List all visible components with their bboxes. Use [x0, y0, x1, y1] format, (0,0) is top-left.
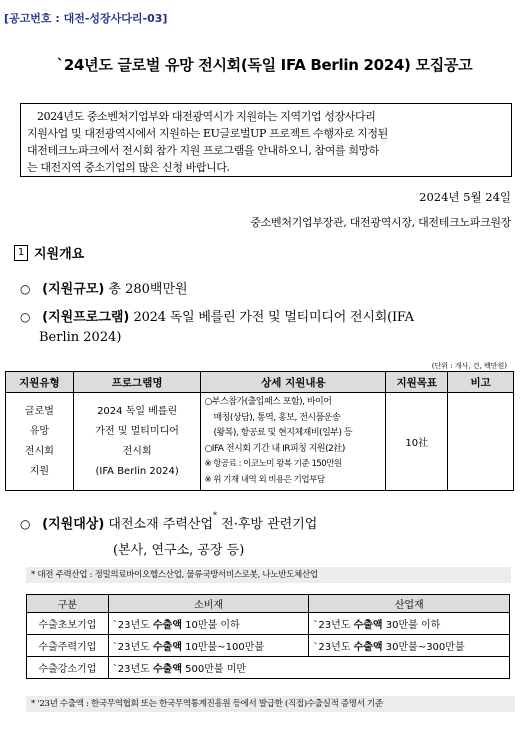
intro-line: 대전테크노파크에서 전시회 참가 지원 프로그램을 안내하오니, 참여를 희망하 [27, 144, 380, 157]
detail-line: ※ 위 기재 내역 외 비용은 기업부담 [204, 474, 325, 485]
support-table [5, 371, 514, 491]
eligibility-label: (지원대상) [42, 517, 105, 532]
intro-line: 지원사업 및 대전광역시에서 지원하는 EU글로벌UP 프로젝트 수행자로 지정된 [27, 127, 388, 140]
cell-text: `23년도 [112, 664, 154, 675]
scale-label: (지원규모) [42, 282, 105, 297]
cell-bold: 수출액 [353, 642, 383, 653]
unit-note: (단위 : 개사, 건, 백만원) [431, 362, 507, 370]
cell-text: 30만불~300만불 [382, 642, 465, 653]
cell-line: 글로벌 [24, 405, 54, 417]
table-header: 구분 [27, 595, 109, 613]
cell-text: 500만불 미만 [182, 664, 247, 675]
industrial-cell [309, 613, 510, 635]
table-header: 산업재 [309, 595, 510, 613]
section-number: 1 [14, 245, 28, 261]
section-title: 지원개요 [34, 247, 85, 262]
merged-cell [108, 657, 509, 679]
support-program [20, 306, 414, 325]
table-row [6, 393, 514, 491]
scale-text: 총 280백만원 [108, 282, 188, 297]
notice-number: [공고번호 : 대전-성장사다리-03] [4, 12, 168, 25]
support-scale [20, 278, 188, 297]
target-cell: 10社 [386, 393, 448, 491]
detail-line: (왕복), 항공료 및 현지체재비(일부) 등 [213, 428, 353, 438]
table-header: 프로그램명 [73, 372, 201, 393]
table-row [27, 657, 510, 679]
title-area [0, 54, 529, 75]
table-header: 비고 [448, 372, 514, 393]
cell-line: 유망 [29, 425, 50, 437]
eligibility-text-a: 대전소재 주력산업 [108, 517, 214, 532]
cell-line: 2024 독일 베를린 [97, 405, 178, 417]
table-row [27, 613, 510, 635]
category-cell: 수출초보기업 [27, 613, 109, 635]
intro-box [20, 103, 512, 177]
cell-bold: 수출액 [153, 642, 182, 653]
footnote-mark: * [213, 511, 218, 520]
table-header: 지원유형 [6, 372, 74, 393]
program-text-continued: Berlin 2024) [39, 330, 122, 345]
announcement-date: 2024년 5월 24일 [419, 190, 511, 204]
cell-text: `23년도 [112, 620, 154, 631]
program-text: 2024 독일 베를린 가전 및 멀티미디어 전시회(IFA [133, 310, 414, 325]
support-type-cell [6, 393, 74, 491]
category-cell: 수출강소기업 [27, 657, 109, 679]
cell-bold: 수출액 [153, 620, 182, 631]
page-title: `24년도 글로벌 유망 전시회(독일 IFA Berlin 2024) 모집공고 [56, 56, 473, 74]
industry-note: * 대전 주력산업 : 정밀의료바이오헬스산업, 물류국방서비스로봇, 나노반도체산업 [26, 567, 511, 583]
cell-text: `23년도 [313, 642, 354, 653]
cell-text: `23년도 [313, 620, 354, 631]
cell-bold: 수출액 [153, 664, 182, 675]
detail-line: 매칭(상담), 통역, 홍보, 전시품운송 [213, 412, 341, 423]
bullet-icon: ○ [20, 282, 31, 296]
export-table [26, 594, 510, 679]
table-header-row [27, 595, 510, 613]
cell-line: 지원 [29, 465, 50, 477]
detail-line: ○IFA 전시회 기간 내 IR피칭 지원(2社) [204, 443, 345, 454]
cell-line: 전시회 [24, 445, 54, 457]
table-header: 지원목표 [386, 372, 448, 393]
eligibility-sub: (본사, 연구소, 공장 등) [113, 543, 245, 558]
intro-line: 는 대전지역 중소기업의 많은 신청 바랍니다. [27, 161, 230, 174]
organizations: 중소벤처기업부장관, 대전광역시장, 대전테크노파크원장 [250, 216, 511, 229]
remark-cell [448, 393, 514, 491]
eligibility-text-b: 전·후방 관련기업 [221, 517, 318, 532]
bullet-icon: ○ [20, 310, 31, 324]
industrial-cell [309, 635, 510, 657]
cell-text: `23년도 [112, 642, 154, 653]
program-name-cell [73, 393, 201, 491]
detail-line: ※ 항공료 : 이코노미 왕복 기준 150만원 [204, 459, 342, 469]
consumer-cell [108, 613, 309, 635]
detail-cell [201, 393, 386, 491]
section-heading [14, 243, 84, 262]
cell-line: (IFA Berlin 2024) [95, 465, 179, 477]
intro-line: 2024년도 중소벤처기업부와 대전광역시가 지원하는 지역기업 성장사다리 [37, 110, 376, 123]
export-note: * '23년 수출액 : 한국무역협회 또는 한국무역통계진흥원 등에서 발급한 (직접)수출실적 증명서 기준 [26, 696, 515, 712]
table-header: 소비재 [108, 595, 309, 613]
program-label: (지원프로그램) [42, 310, 130, 325]
cell-line: 가전 및 멀티미디어 [95, 425, 179, 437]
table-row [27, 635, 510, 657]
eligibility [20, 513, 317, 532]
category-cell: 수출주력기업 [27, 635, 109, 657]
table-header: 상세 지원내용 [201, 372, 386, 393]
cell-bold: 수출액 [353, 620, 383, 631]
cell-line: 전시회 [122, 445, 152, 457]
cell-text: 10만불 이하 [182, 620, 240, 631]
cell-text: 30만불 이하 [382, 620, 441, 631]
table-header-row [6, 372, 514, 393]
consumer-cell [108, 635, 309, 657]
cell-text: 10만불~100만불 [182, 642, 265, 653]
bullet-icon: ○ [20, 517, 31, 531]
detail-line: ○부스참가(출입패스 포함), 바이어 [204, 397, 332, 407]
